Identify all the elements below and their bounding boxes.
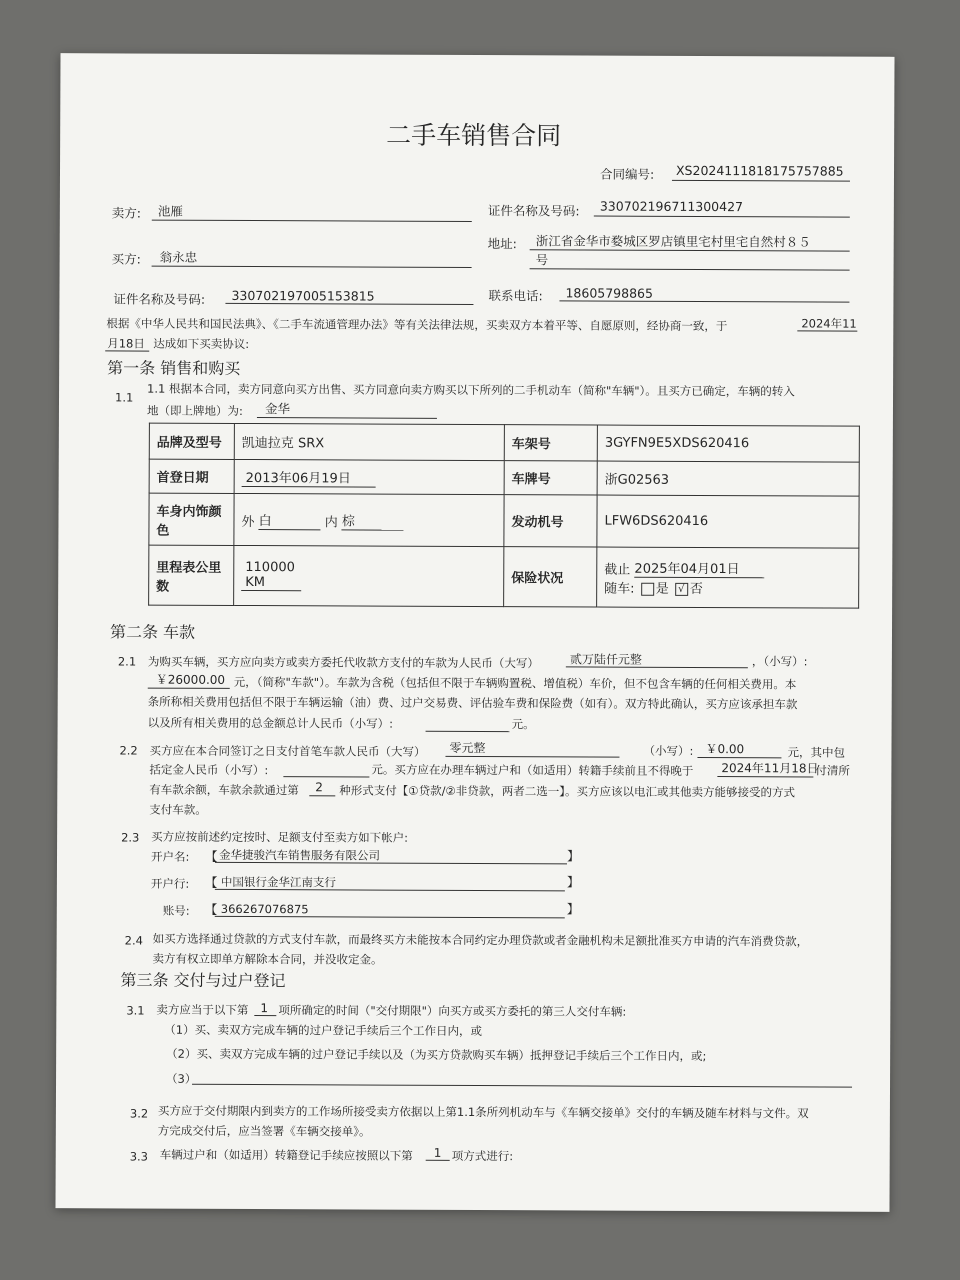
clause-3-1-line1b: 项所确定的时间（"交付期限"）向买方或买方委托的第三人交付车辆:: [278, 1003, 627, 1019]
brand-label: 品牌及型号: [149, 423, 234, 459]
clause-2-4-number: 2.4: [124, 933, 143, 948]
article-2-heading: 第二条 车款: [109, 622, 196, 642]
buyer-addr-label: 地址:: [487, 236, 517, 252]
with-car-label: 随车:: [604, 581, 635, 597]
price-in-words: 贰万陆仟元整: [569, 652, 642, 667]
clause-2-2-line1: 买方应在本合同签订之日支付首笔车款人民币（大写）: [149, 743, 426, 759]
vehicle-info-table: [148, 423, 860, 609]
contract-no-value: XS2024111818175757885: [675, 162, 844, 179]
clause-3-3-number: 3.3: [129, 1149, 149, 1164]
bracket-right-3: 】: [566, 901, 580, 917]
bracket-left-3: 【: [204, 901, 218, 917]
brand-value: 凯迪拉克 SRX: [234, 423, 504, 460]
buyer-id-value: 330702197005153815: [231, 287, 375, 304]
first-payment-words: 零元整: [449, 740, 486, 756]
article-3-heading: 第三条 交付与过户登记: [120, 970, 286, 991]
interior-label: 内: [324, 514, 338, 530]
bracket-right-2: 】: [566, 874, 580, 890]
vin-label: 车架号: [504, 425, 597, 461]
buyer-addr-line2: 号: [535, 252, 549, 268]
clause-2-3-number: 2.3: [121, 830, 140, 845]
yes-label: 是: [655, 581, 669, 597]
insurance-until-label: 截止: [604, 562, 631, 578]
buyer-phone-label: 联系电话:: [488, 288, 543, 304]
account-name-value: 金华捷骏汽车销售服务有限公司: [218, 847, 381, 863]
clause-1-1-text: 1.1 根据本合同，卖方同意向买方出售、买方同意向卖方购买以下所列的二手机动车（简称"车辆"）。且买方已确定，车辆的转入: [147, 381, 795, 399]
clause-2-4-line2: 卖方有权立即单方解除本合同，并没收定金。: [152, 951, 383, 967]
buyer-name: 翁永忠: [159, 249, 198, 265]
delivery-option-2: （2）买、卖双方完成车辆的过户登记手续以及（为买方贷款购买车辆）抵押登记手续后三个工作日内，或;: [166, 1046, 707, 1064]
clause-2-2-line2b: 元。买方应在办理车辆过户和（如适用）转籍手续前且不得晚于: [371, 762, 694, 778]
clause-1-1-text-2: 地（即上牌地）为:: [146, 403, 243, 418]
intro-date-part1: 2024年11: [801, 316, 857, 331]
account-number-label: 账号:: [162, 903, 190, 918]
contract-no-label: 合同编号:: [599, 166, 655, 182]
bracket-right-1: 】: [566, 848, 580, 864]
delivery-option-1: （1）买、卖双方完成车辆的过户登记手续后三个工作日内，或: [164, 1022, 483, 1039]
vin-value: 3GYFN9E5XDS620416: [597, 425, 859, 462]
insurance-date: 2025年04月01日: [634, 558, 764, 579]
seller-id-value: 330702196711300427: [599, 198, 744, 215]
buyer-id-label: 证件名称及号码:: [113, 291, 206, 307]
plate-value: 浙G02563: [597, 461, 859, 496]
transfer-option-choice: 1: [433, 1145, 442, 1160]
color-label: 车身内饰颜色: [149, 493, 234, 545]
payment-method-choice: 2: [315, 780, 323, 795]
buyer-phone-value: 18605798865: [565, 285, 653, 301]
bracket-left-2: 【: [204, 874, 218, 890]
delivery-option-3: （3）: [166, 1071, 197, 1086]
seller-id-label: 证件名称及号码:: [487, 203, 580, 219]
interior-color: 棕: [342, 510, 404, 530]
plate-label: 车牌号: [504, 461, 597, 495]
clause-2-2-line1-end: 元，其中包: [787, 745, 846, 760]
clause-2-1-line4-end: 元。: [511, 717, 535, 732]
intro-date-part2: 月18日: [107, 336, 145, 351]
mileage-cell: [234, 545, 504, 606]
clause-2-2-line2: 括定金人民币（小写）:: [149, 762, 269, 778]
clause-2-4-line1: 如买方选择通过贷款的方式支付车款，而最终买方未能按本合同约定办理贷款或者金融机构未足额批准买方申请的汽车消费贷款，: [152, 931, 809, 949]
seller-label: 卖方:: [111, 205, 142, 221]
clause-2-2-line3-end: 种形式支付【①贷款/②非贷款，两者二选一】。买方应该以电汇或其他卖方能够接受的方式: [339, 783, 796, 800]
reg-date-cell: [234, 459, 504, 494]
bracket-left-1: 【: [204, 848, 218, 864]
buyer-addr-line1: 浙江省金华市婺城区罗店镇里宅村里宅自然村８５: [535, 233, 811, 250]
insurance-cell: [597, 547, 859, 608]
bank-label: 开户行:: [150, 876, 190, 891]
clause-2-2-line2-end: 付清所: [815, 763, 850, 778]
exterior-label: 外: [241, 514, 255, 530]
clause-3-2-line2: 方完成交付后，应当签署《车辆交接单》。: [157, 1123, 371, 1139]
clause-2-3-line1: 买方应按前述约定按时、足额支付至卖方如下帐户:: [151, 829, 409, 845]
final-payment-date: 2024年11月18日: [721, 761, 819, 776]
page-title: 二手车销售合同: [386, 120, 562, 151]
reg-date-value: 2013年06月19日: [242, 466, 376, 487]
clause-2-1-line4: 以及所有相关费用的总金额总计人民币（小写）:: [147, 715, 394, 731]
clause-3-2-line1: 买方应于交付期限内到卖方的工作场所接受卖方依据以上第1.1条所列机动车与《车辆交接单》交付的车辆及随车材料与文件。双: [157, 1103, 809, 1121]
delivery-option-choice: 1: [260, 1001, 269, 1016]
seller-name: 池雁: [157, 203, 183, 219]
account-name-label: 开户名:: [150, 849, 190, 864]
clause-3-1-line1a: 卖方应当于以下第: [156, 1002, 249, 1018]
mileage-label: 里程表公里数: [149, 545, 234, 605]
clause-3-1-number: 3.1: [126, 1003, 145, 1018]
clause-2-2-line3: 有车款余额，车款余款通过第: [149, 782, 299, 798]
no-label: 否: [689, 581, 703, 597]
clause-2-1-number: 2.1: [117, 654, 137, 669]
contract-page: [55, 53, 894, 1212]
reg-date-label: 首登日期: [149, 459, 234, 493]
account-number-value: 366267076875: [220, 901, 309, 917]
insurance-label: 保险状况: [504, 547, 597, 607]
registration-place: 金华: [264, 401, 291, 417]
clause-3-2-number: 3.2: [129, 1106, 149, 1121]
price-amount: ￥26000.00: [155, 672, 226, 687]
clause-2-2-number: 2.2: [119, 743, 138, 758]
intro-text-end: 达成如下买卖协议:: [153, 336, 250, 352]
clause-2-2-line4: 支付车款。: [149, 802, 207, 817]
clause-2-1-line2: 元，（简称"车款"）。车款为含税（包括但不限于车辆购置税、增值税）车价，但不包含车辆的任何相关费用。本: [233, 674, 797, 692]
price-small-label: ，（小写）:: [751, 654, 808, 669]
exterior-color: 白: [259, 510, 321, 530]
color-cell: [234, 493, 504, 546]
bank-value: 中国银行金华江南支行: [220, 874, 336, 890]
clause-3-3-line1b: 项方式进行:: [451, 1148, 514, 1164]
article-1-heading: 第一条 销售和购买: [107, 358, 241, 378]
clause-2-1-line1: 为购买车辆，买方应向卖方或卖方委托代收款方支付的车款为人民币（大写）: [147, 654, 539, 671]
engine-label: 发动机号: [504, 495, 597, 547]
first-payment-amount: ￥0.00: [705, 742, 745, 757]
intro-text: 根据《中华人民共和国民法典》、《二手车流通管理办法》等有关法律法规，买卖双方本着平等、自愿原则，经协商一致，于: [106, 316, 728, 334]
engine-value: LFW6DS620416: [597, 495, 859, 548]
no-checkbox[interactable]: √: [675, 583, 688, 596]
first-payment-small-label: （小写）:: [643, 743, 694, 758]
clause-2-1-line3: 条所称相关费用包括但不限于车辆运输（油）费、过户交易费、评估验车费和保险费（如有）。双方特此确认，买方应该承担车款: [147, 694, 798, 712]
clause-3-3-line1a: 车辆过户和（如适用）转籍登记手续应按照以下第: [159, 1147, 413, 1163]
clause-1-1-number: 1.1: [114, 390, 134, 405]
mileage-value: 110000 KM: [241, 560, 301, 591]
yes-checkbox[interactable]: [641, 583, 654, 596]
buyer-label: 买方:: [111, 251, 141, 267]
